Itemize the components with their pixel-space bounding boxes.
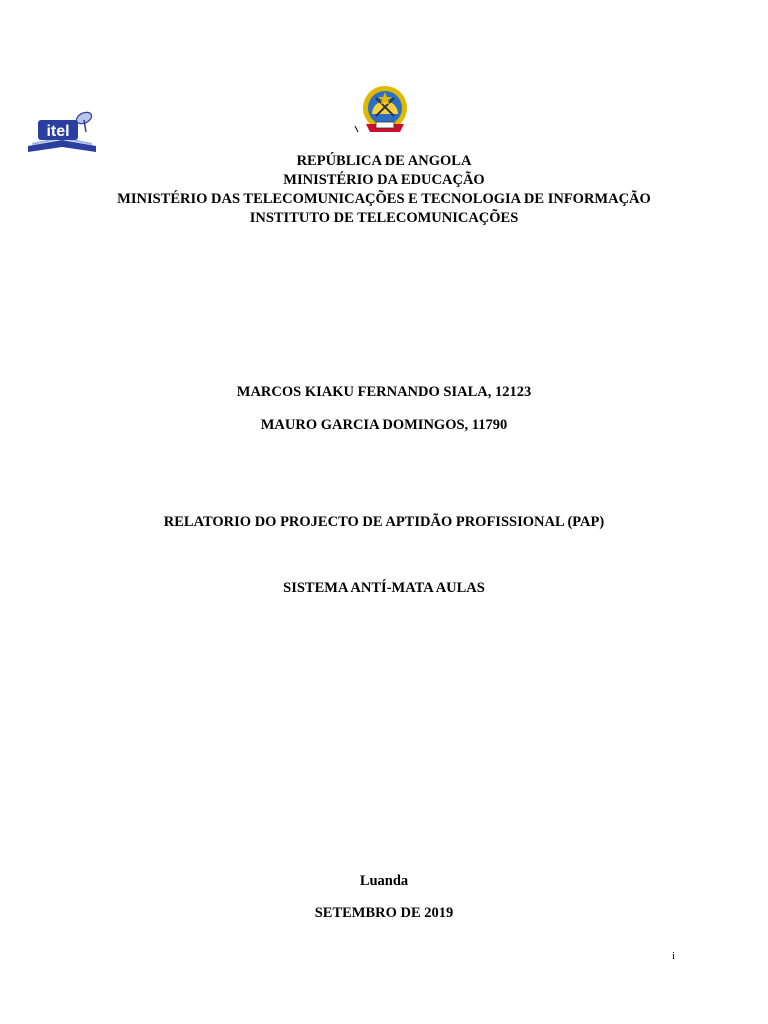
itel-logo-icon [26, 108, 98, 154]
header-ministry-education: MINISTÉRIO DA EDUCAÇÃO [283, 172, 485, 188]
header-institute: INSTITUTO DE TELECOMUNICAÇÕES [249, 210, 519, 226]
report-title: RELATORIO DO PROJECTO DE APTIDÃO PROFISSIONAL (PAP) [163, 514, 605, 530]
author-2: MAURO GARCIA DOMINGOS, 11790 [260, 417, 508, 433]
header-ministry-telecom: MINISTÉRIO DAS TELECOMUNICAÇÕES E TECNOLOGIA DE INFORMAÇÃO [117, 191, 651, 207]
page-number: i [672, 950, 676, 962]
footer-city: Luanda [359, 873, 409, 889]
institution-header [0, 152, 768, 228]
angola-emblem-icon [354, 84, 416, 136]
header-country: REPÚBLICA DE ANGOLA [296, 153, 472, 169]
itel-logo-text: itel [46, 123, 70, 140]
project-name: SISTEMA ANTÍ-MATA AULAS [283, 580, 485, 596]
footer-date: SETEMBRO DE 2019 [314, 905, 454, 921]
author-1: MARCOS KIAKU FERNANDO SIALA, 12123 [236, 384, 532, 400]
